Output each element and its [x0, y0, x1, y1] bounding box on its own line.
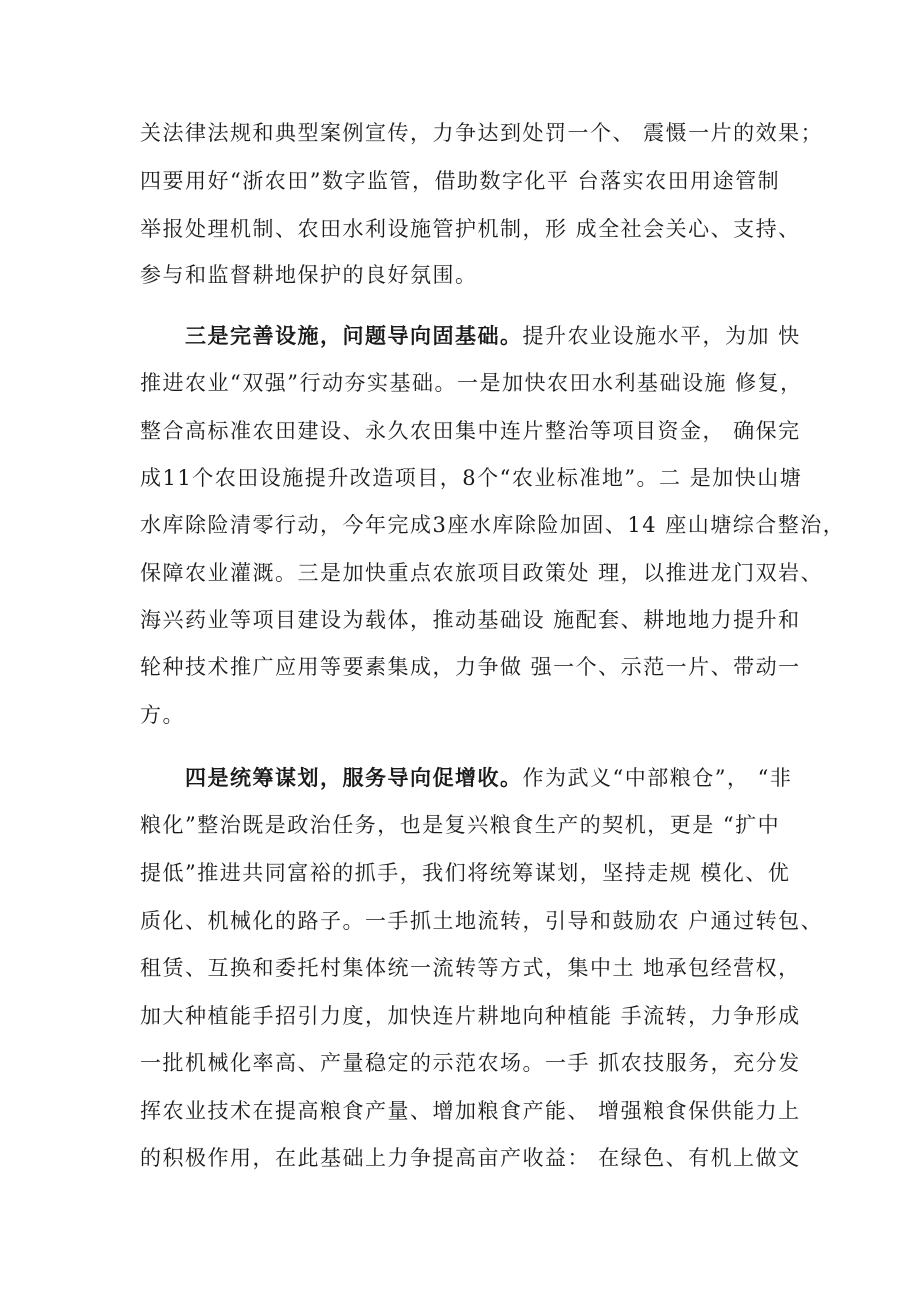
- paragraph-line: 提低”推进共同富裕的抓手，我们将统筹谋划，坚持走规 模化、优: [140, 861, 791, 885]
- paragraph-line: 一批机械化率高、产量稳定的示范农场。一手 抓农技服务，充分发: [140, 1051, 801, 1075]
- paragraph-line: 轮种技术推广应用等要素集成，力争做 强一个、示范一片、带动一: [140, 655, 801, 679]
- paragraph-line: 加大种植能手招引力度，加快连片耕地向种植能 手流转，力争形成: [140, 1004, 801, 1028]
- paragraph-line: 挥农业技术在提高粮食产量、增加粮食产能、 增强粮食保供能力上: [140, 1099, 801, 1123]
- paragraph-first-line: [185, 763, 820, 793]
- paragraph-line: 水库除险清零行动，今年完成3座水库除险加固、14 座山塘综合整治，: [140, 513, 846, 537]
- paragraph-first-line: [185, 321, 820, 351]
- paragraph-line: 推进农业“双强”行动夯实基础。一是加快农田水利基础设施 修复，: [140, 371, 803, 395]
- paragraph-line: 四要用好“浙农田”数字监管，借助数字化平 台落实农田用途管制: [140, 169, 781, 193]
- paragraph-text: 作为武义“中部粮仓”， “非: [522, 766, 793, 790]
- paragraph-line: 海兴药业等项目建设为载体，推动基础设 施配套、耕地地力提升和: [140, 608, 801, 632]
- paragraph-line: 整合高标准农田建设、永久农田集中连片整治等项目资金， 确保完: [140, 419, 801, 443]
- paragraph-line: 的积极作用，在此基础上力争提高亩产收益： 在绿色、有机上做文: [140, 1146, 801, 1170]
- paragraph-line: 参与和监督耕地保护的良好氛围。: [140, 263, 478, 287]
- paragraph-text: 提升农业设施水平，为加 快: [522, 324, 801, 348]
- paragraph-line: 方。: [140, 703, 185, 727]
- section-heading-facilities: 三是完善设施，问题导向固基础。: [185, 323, 523, 348]
- paragraph-line: 质化、机械化的路子。一手抓土地流转，引导和鼓励农 户通过转包、: [140, 909, 824, 933]
- paragraph-line: 保障农业灌溉。三是加快重点农旅项目政策处 理，以推进龙门双岩、: [140, 561, 824, 585]
- paragraph-line: 关法律法规和典型案例宣传，力争达到处罚一个、 震慑一片的效果；: [140, 121, 824, 145]
- paragraph-line: 租赁、互换和委托村集体统一流转等方式，集中土 地承包经营权，: [140, 956, 801, 980]
- paragraph-line: 粮化”整治既是政治任务，也是复兴粮食生产的契机，更是 “扩中: [140, 813, 781, 837]
- section-heading-planning: 四是统筹谋划，服务导向促增收。: [185, 765, 523, 790]
- paragraph-line: 举报处理机制、农田水利设施管护机制，形 成全社会关心、支持、: [140, 217, 801, 241]
- paragraph-line: 成11个农田设施提升改造项目，8个“农业标准地”。二 是加快山塘: [140, 466, 803, 490]
